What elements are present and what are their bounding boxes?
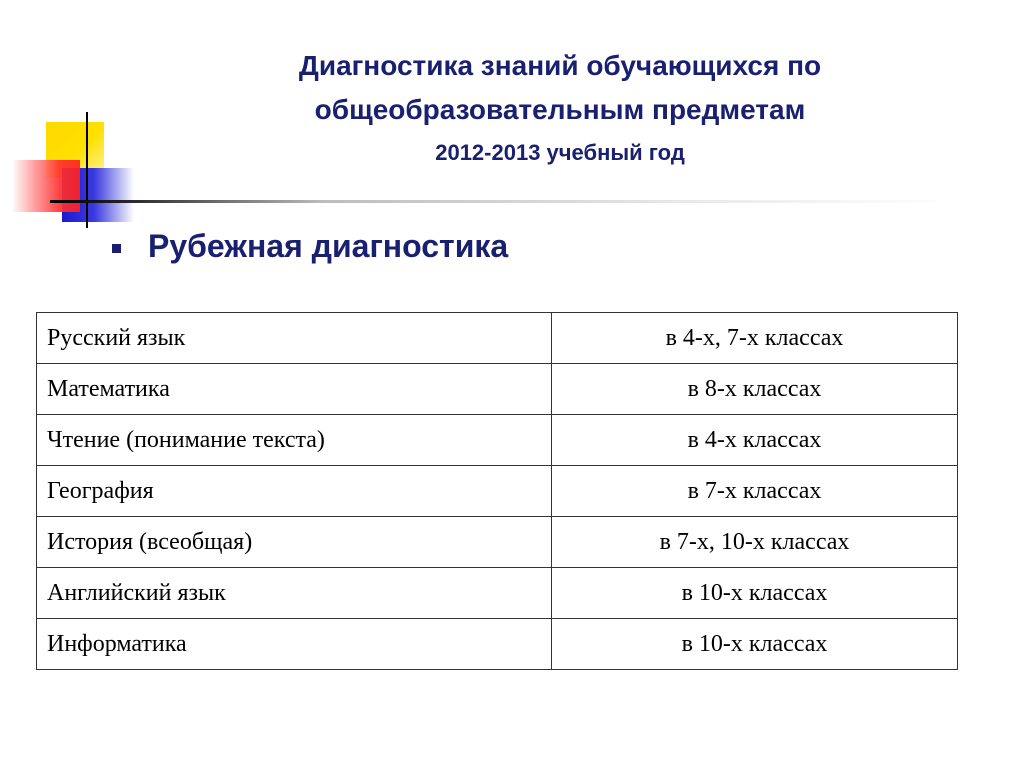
slide-title: [180, 44, 940, 170]
section-heading: Рубежная диагностика: [148, 227, 509, 264]
classes-cell: в 10-х классах: [552, 568, 958, 619]
subject-cell: Русский язык: [37, 313, 552, 364]
section-heading-row: [112, 222, 508, 270]
subject-cell: Информатика: [37, 619, 552, 670]
classes-cell: в 7-х классах: [552, 466, 958, 517]
color-squares-logo: [0, 0, 140, 240]
table-row: [37, 619, 958, 670]
classes-cell: в 4-х, 7-х классах: [552, 313, 958, 364]
subject-cell: История (всеобщая): [37, 517, 552, 568]
horizontal-divider: [50, 200, 960, 203]
table-row: [37, 364, 958, 415]
subject-cell: Английский язык: [37, 568, 552, 619]
red-square-icon: [12, 160, 80, 212]
square-bullet-icon: [112, 244, 121, 253]
subject-cell: Математика: [37, 364, 552, 415]
table-row: [37, 313, 958, 364]
title-line-1: Диагностика знаний обучающихся по: [298, 50, 822, 81]
classes-cell: в 10-х классах: [552, 619, 958, 670]
title-subtitle: 2012-2013 учебный год: [435, 140, 685, 165]
classes-cell: в 4-х классах: [552, 415, 958, 466]
subject-cell: География: [37, 466, 552, 517]
subjects-table: [36, 312, 958, 670]
classes-cell: в 7-х, 10-х классах: [552, 517, 958, 568]
subject-cell: Чтение (понимание текста): [37, 415, 552, 466]
table-row: [37, 517, 958, 568]
table-row: [37, 568, 958, 619]
table-row: [37, 466, 958, 517]
table-row: [37, 415, 958, 466]
title-line-2: общеобразовательным предметам: [314, 94, 806, 125]
classes-cell: в 8-х классах: [552, 364, 958, 415]
vertical-line: [86, 112, 88, 228]
